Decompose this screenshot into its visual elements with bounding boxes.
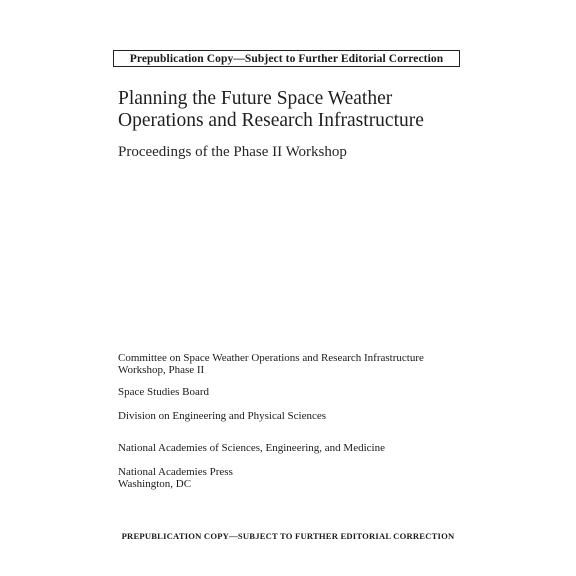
- committee-line-2: Workshop, Phase II: [118, 364, 205, 376]
- title-line-2: Operations and Research Infrastructure: [118, 110, 424, 131]
- title-line-1: Planning the Future Space Weather: [118, 88, 393, 109]
- academies-name: National Academies of Sciences, Engineering, and Medicine: [118, 442, 385, 454]
- press-name: National Academies Press: [118, 466, 233, 478]
- division-name: Division on Engineering and Physical Sciences: [118, 410, 327, 422]
- credits-block: [118, 352, 458, 490]
- board-name: Space Studies Board: [118, 386, 210, 398]
- document-title: [118, 88, 538, 132]
- prepublication-footer: PREPUBLICATION COPY—SUBJECT TO FURTHER EDITORIAL CORRECTION: [121, 531, 455, 541]
- committee-line-1: Committee on Space Weather Operations and Research Infrastructure: [118, 352, 424, 364]
- document-subtitle: Proceedings of the Phase II Workshop: [118, 144, 347, 160]
- press-location: Washington, DC: [118, 478, 192, 490]
- prepublication-banner: Prepublication Copy—Subject to Further Editorial Correction: [113, 50, 460, 67]
